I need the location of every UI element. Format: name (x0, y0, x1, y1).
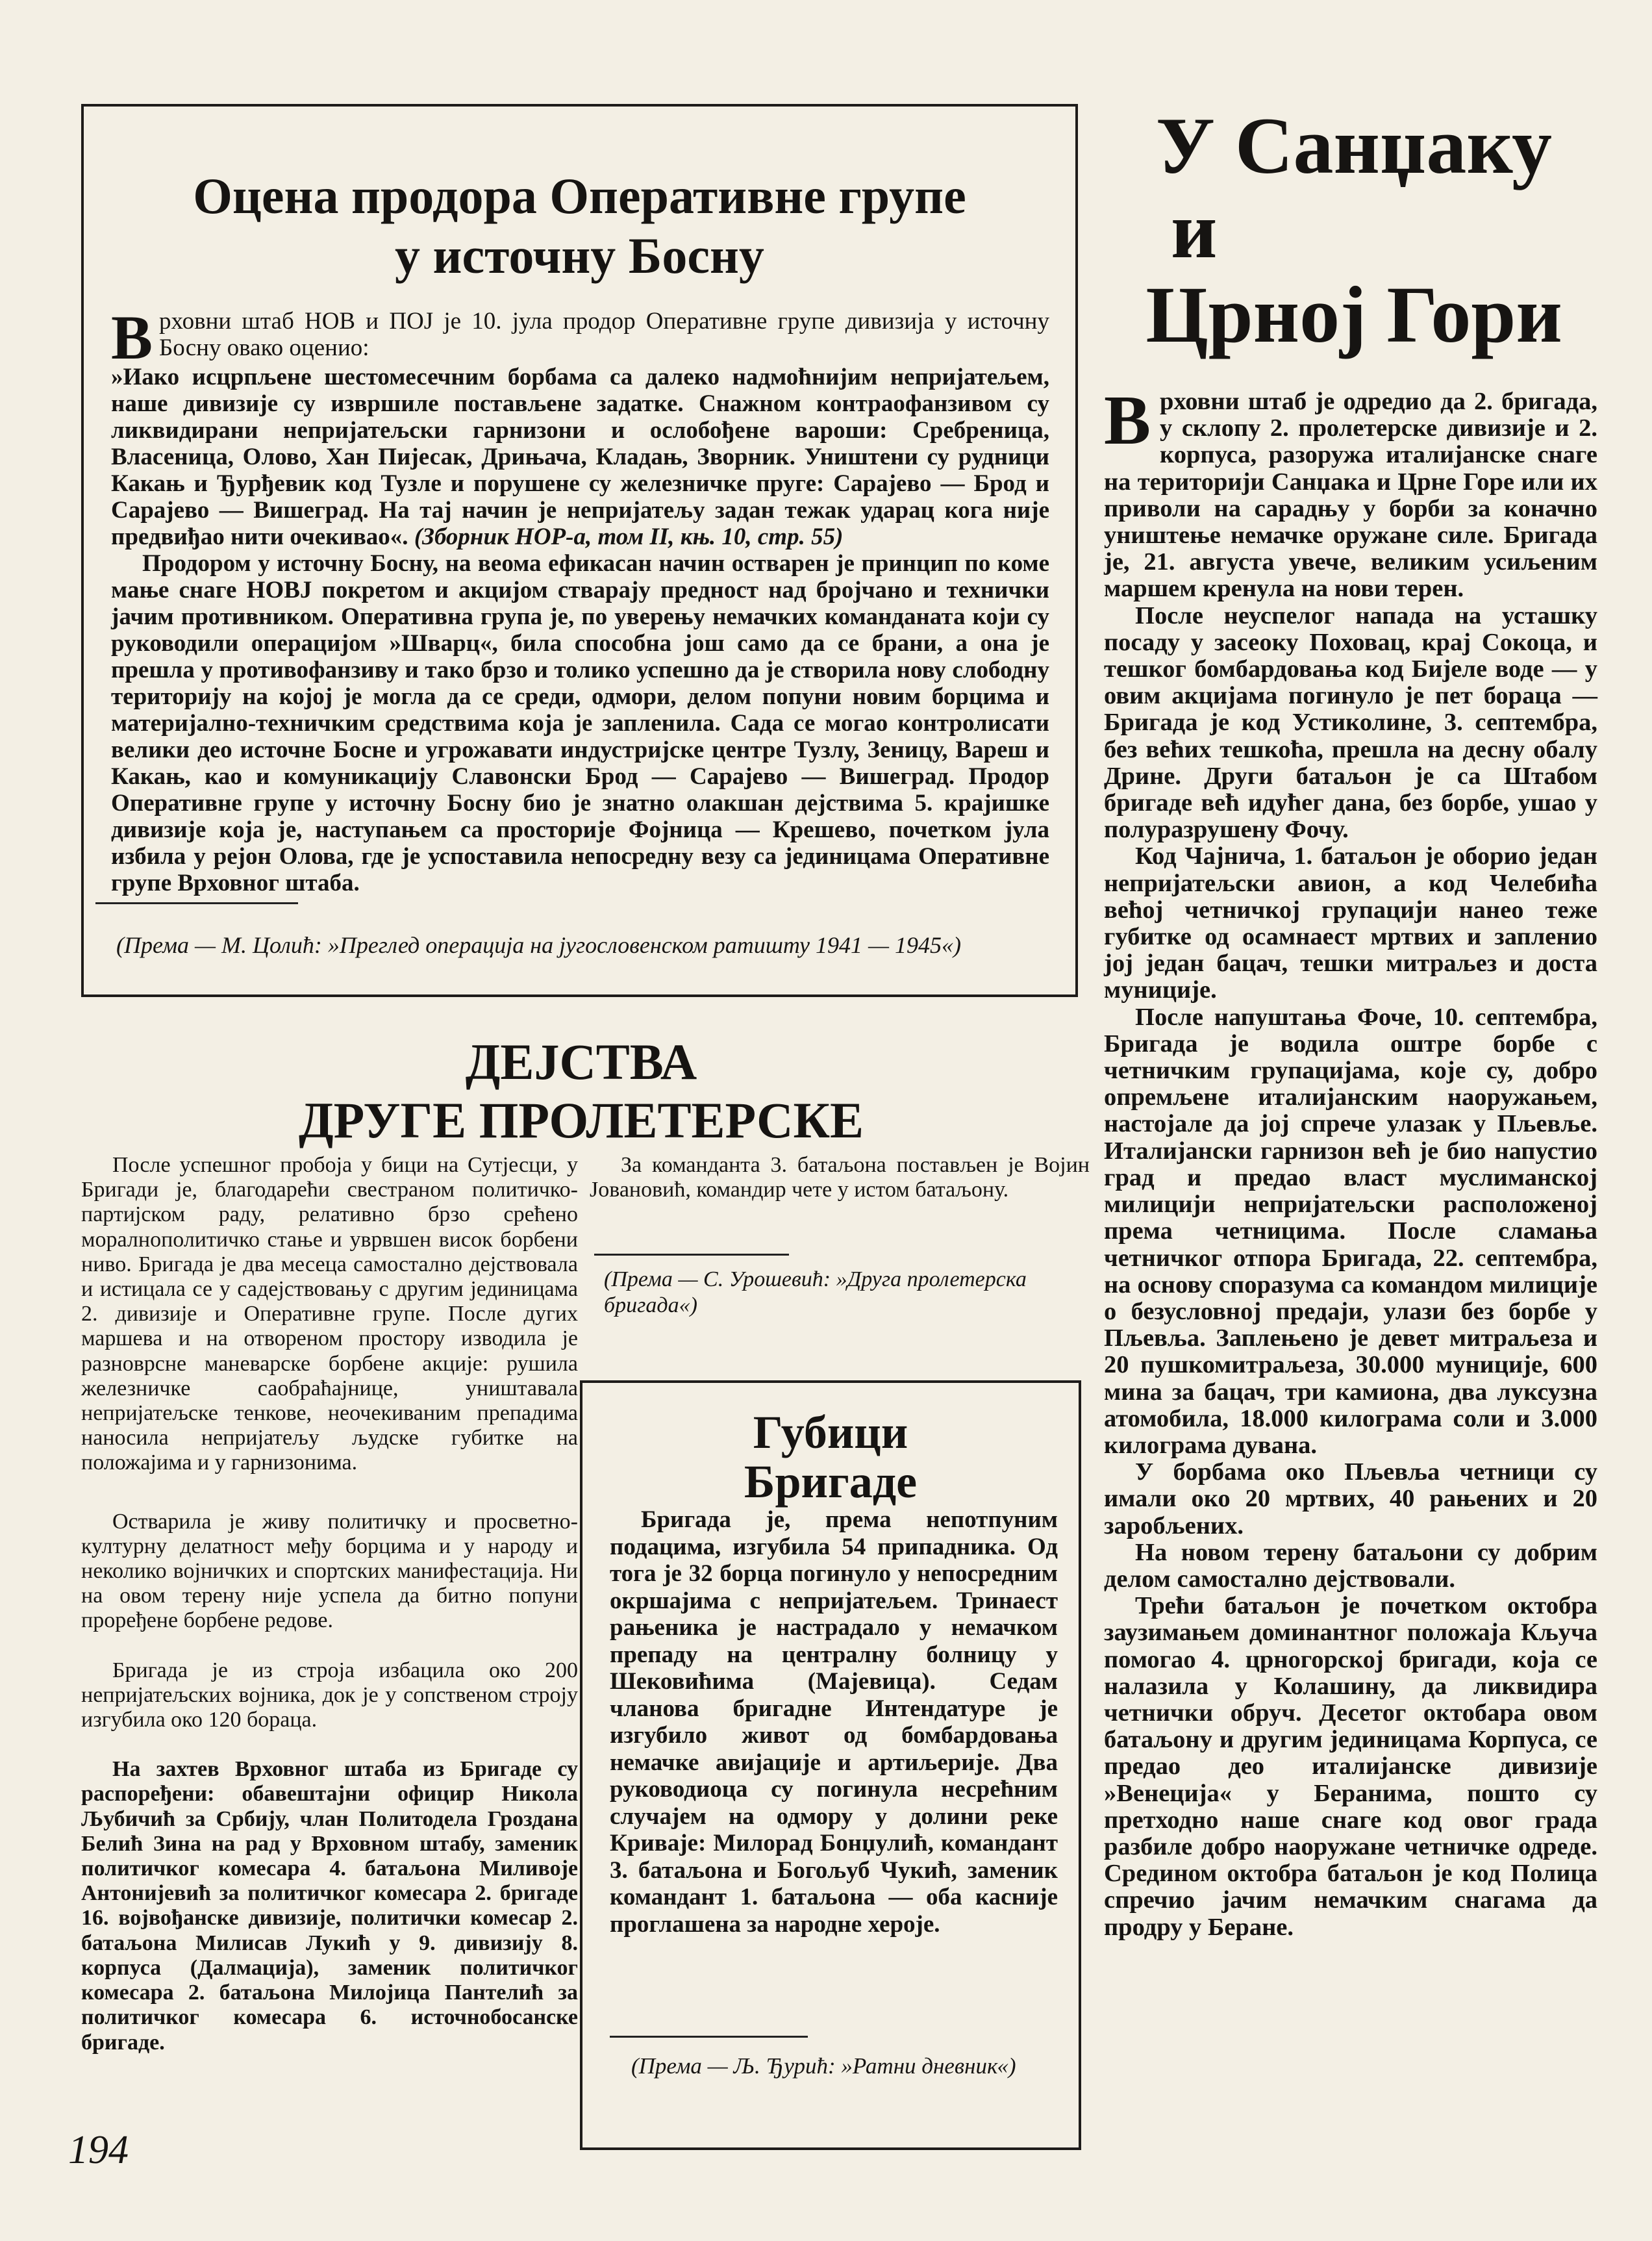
page-number: 194 (68, 2128, 129, 2172)
assessment-title-line1: Оцена продора Оперативне групе (193, 168, 966, 224)
sandzak-p7: Трећи батаљон је почетком октобра заузимањем доминантног положаја Кључа помогао 4. црногорској бригади, која се налазила у Колашину, да ликвидира четнички обруч. Десетог октобара овом батаљону и другим јединицама Корпуса, се предао део италијанске дивизије »Венеција« у Беранима, пошто су претходно наше снаге код овог града разбиле добро наоружане четничке одреде. Средином октобра батаљон је код Полица спречио јачим немачким снагама да продру у Беране. (1104, 1592, 1597, 1941)
assessment-intro-text: рховни штаб НОВ и ПОЈ је 10. јула продор Оперативне групе дивизија у источну Босну овако оценио: (159, 308, 1049, 361)
assessment-source-rule (95, 902, 298, 904)
assessment-quote-text: »Иако исцрпљене шестомесечним борбама са далеко надмоћнијим непријатељем, наше дивизије су извршиле постављене задатке. Снажном контраофанзивом су ликвидирани непријатељски гарнизони и ослобођене вароши: Сребреница, Власеница, Олово, Хан Пијесак, Дрињача, Кладањ, Зворник. Уништени су рудници Какањ и Ђурђевик код Тузле и порушене су железничке пруге: Сарајево — Брод и Сарајево — Вишеград. На тај начин је непријатељу задан тежак ударац кога није предвиђао нити очекивао«. (111, 364, 1049, 550)
left-p3: Бригада је из строја избацила око 200 непријатељских војника, док је у сопственом строју изгубила око 120 бораца. (81, 1658, 578, 1732)
assessment-quote-source: (Зборник НОР-а, том II, књ. 10, стр. 55) (414, 524, 844, 550)
losses-source-rule (610, 2036, 808, 2038)
assessment-text (111, 303, 1049, 896)
sandzak-p4: После напуштања Фоче, 10. септембра, Бригада је водила оштре борбе с четничким групацијама, које су, добро опремљене италијанским наоружањем, настојале да јој спрече улазак у Пљевље. Италијански гарнизон већ је био напустио град и предао власт муслиманској милицији непријатељски расположеној према четницима. После сламања четничког отпора Бригада, 22. септембра, на основу споразума са командом милиције о безусловној предаји, улази без борбе у Пљевља. Заплењено је девет митраљеза и 20 пушкомитраљеза, 30.000 муниције, 600 мина за бацач, три камиона, два луксузна атомобила, 18.000 килограма соли и 3.000 килограма дувана. (1104, 1003, 1597, 1459)
left-p2: Остварила је живу политичку и просветно-културну делатност међу борцима и у народу и неколико војничких и спортских манифестација. Ни на овом терену није успела да битно попуни проређене борбене редове. (81, 1509, 578, 1633)
sandzak-drop-cap: В (1104, 382, 1151, 459)
sandzak-p1-text: рховни штаб је одредио да 2. бригада, у склопу 2. пролетерске дивизије и 2. корпуса, разоружа италијанске снаге на територији Санџака и Црне Горе или их приволи на сарадњу у борби за коначно уништење немачке оружане силе. Бригада је, 21. августа увече, великим усиљеним маршем кренула на нови терен. (1104, 388, 1597, 603)
sandzak-p2: После неуспелог напада на усташку посаду у засеоку Поховац, крај Сокоца, и тешког бомбардовања код Бијеле воде — у овим акцијама погинуло је пет бораца — Бригада је код Устиколине, 3. септембра, без већих тешкоћа, прешла на десну обалу Дрине. Други батаљон је са Штабом бригаде већ идућег дана, без борбе, ушао у полуразрушену Фочу. (1104, 601, 1597, 844)
sandzak-p5: У борбама око Пљевља четници су имали око 20 мртвих, 40 рањених и 20 заробљених. (1104, 1458, 1597, 1539)
section-title-line2: ДРУГЕ ПРОЛЕТЕРСКЕ (298, 1092, 864, 1148)
sandzak-title-line3: Црној Гори (1145, 270, 1562, 359)
losses-source: (Према — Љ. Ђурић: »Ратни дневник«) (631, 2053, 1016, 2079)
sandzak-p3: Код Чајнича, 1. батаљон је оборио један непријатељски авион, а код Челебића већој четничкој групацији нанео теже губитке од осамнаест мртвих и запленио јој један бацач, тешки митраљез и доста муниције. (1104, 842, 1597, 1004)
sandzak-p6: На новом терену батаљони су добрим делом самостално дејствовали. (1104, 1538, 1597, 1593)
section-title-line1: ДЕЈСТВА (465, 1033, 697, 1090)
losses-box (580, 1380, 1081, 2150)
losses-title-line1: Губици (753, 1406, 908, 1458)
assessment-title-line2: у источну Босну (395, 227, 764, 284)
middle-p1: За команданта 3. батаљона постављен је Војин Јовановић, командир чете у истом батаљону. (590, 1153, 1090, 1202)
left-p1: После успешног пробоја у бици на Сутјесци, у Бригади је, благодарећи свестраном политичко-партијском раду, релативно брзо срећено моралнополитичко стање и уврвшен висок борбени ниво. Бригада је два месеца самостално дејствовала и истицала се у садејствовању с другим јединицама 2. дивизије и Оперативне групе. После дугих маршева и на отвореном простору изводила је разноврсне маневарске борбене акције: рушила железничке саобраћајнице, уништавала непријатељске тенкове, неочекиваним препадима наносила непријатељу људске губитке на положајима и у гарнизонима. (81, 1153, 578, 1475)
assessment-box (81, 104, 1078, 997)
section-title (84, 1033, 1078, 1150)
sandzak-title-line2: и (1171, 186, 1218, 275)
assessment-intro (111, 303, 1049, 372)
sandzak-title (1114, 101, 1594, 359)
middle-source: (Према — С. Урошевић: »Друга пролетерска бригада«) (604, 1267, 1027, 1317)
middle-source-rule (594, 1254, 789, 1256)
assessment-quote (111, 364, 1049, 550)
left-column (81, 1153, 578, 2055)
sandzak-title-line1: У Санџаку (1155, 101, 1553, 190)
middle-column (590, 1153, 1090, 1202)
losses-title (582, 1408, 1079, 1506)
sandzak-p1 (1104, 382, 1597, 603)
assessment-source: (Према — М. Цолић: »Преглед операција на југословенском ратишту 1941 — 1945«) (116, 932, 962, 958)
assessment-drop-cap: В (111, 303, 153, 372)
left-p4: На захтев Врховног штаба из Бригаде су распоређени: обавештајни официр Никола Љубичић за Србију, члан Политодела Гроздана Белић Зина на рад у Врховном штабу, заменик политичког комесара 4. батаљона Миливоје Антонијевић за политичког комесара 2. бригаде 16. војвођанске дивизије, политички комесар 2. батаљона Милисав Лукић у 9. дивизију 8. корпуса (Далмација), заменик политичког комесара 2. батаљона Милојица Пантелић за политичког комесара 6. источнобосанске бригаде. (81, 1757, 578, 2055)
assessment-title (84, 166, 1075, 286)
sandzak-text (1104, 382, 1597, 1941)
losses-body: Бригада је, према непотпуним подацима, изгубила 54 припадника. Од тога је 32 борца погинуло у непосредним окршајима с непријатељем. Тринаест рањеника је настрадало у немачком препаду на централну болницу у Шековићима (Мајевица). Седам чланова бригадне Интендатуре је изгубило живот од бомбардовања немачке авијације и артиљерије. Два руководиоца су погинула несрећним случајем на одмору у долини реке Криваје: Милорад Бонџулић, командант 3. батаљона и Богољуб Чукић, заменик командант 1. батаљона — оба касније проглашена за народне хероје. (610, 1506, 1058, 1938)
losses-title-line2: Бригаде (744, 1456, 918, 1508)
assessment-body: Продором у источну Босну, на веома ефикасан начин остварен је принцип по коме мање снаге НОВЈ покретом и акцијом стварају предност над бројчано и технички јачим противником. Оперативна група је, по уверењу немачких команданата који су руководили операцијом »Шварц«, била способна још само да се брани, а она је прешла у противофанзиву и тако брзо и толико успешно да је створила нову слободну територију на којој је могла да се среди, одмори, делом попуни новим борцима и материјално-техничким средствима која је запленила. Сада се могао контролисати велики део источне Босне и угрожавати индустријске центре Тузлу, Зеницу, Вареш и Какањ, као и комуникацију Славонски Брод — Сарајево — Вишеград. Продор Оперативне групе у источну Босну био је знатно олакшан дејствима 5. крајишке дивизије која је, наступањем са просторије Фојница — Крешево, почетком јула избила у рејон Олова, где је успоставила непосредну везу са јединицама Оперативне групе Врховног штаба. (111, 550, 1049, 896)
